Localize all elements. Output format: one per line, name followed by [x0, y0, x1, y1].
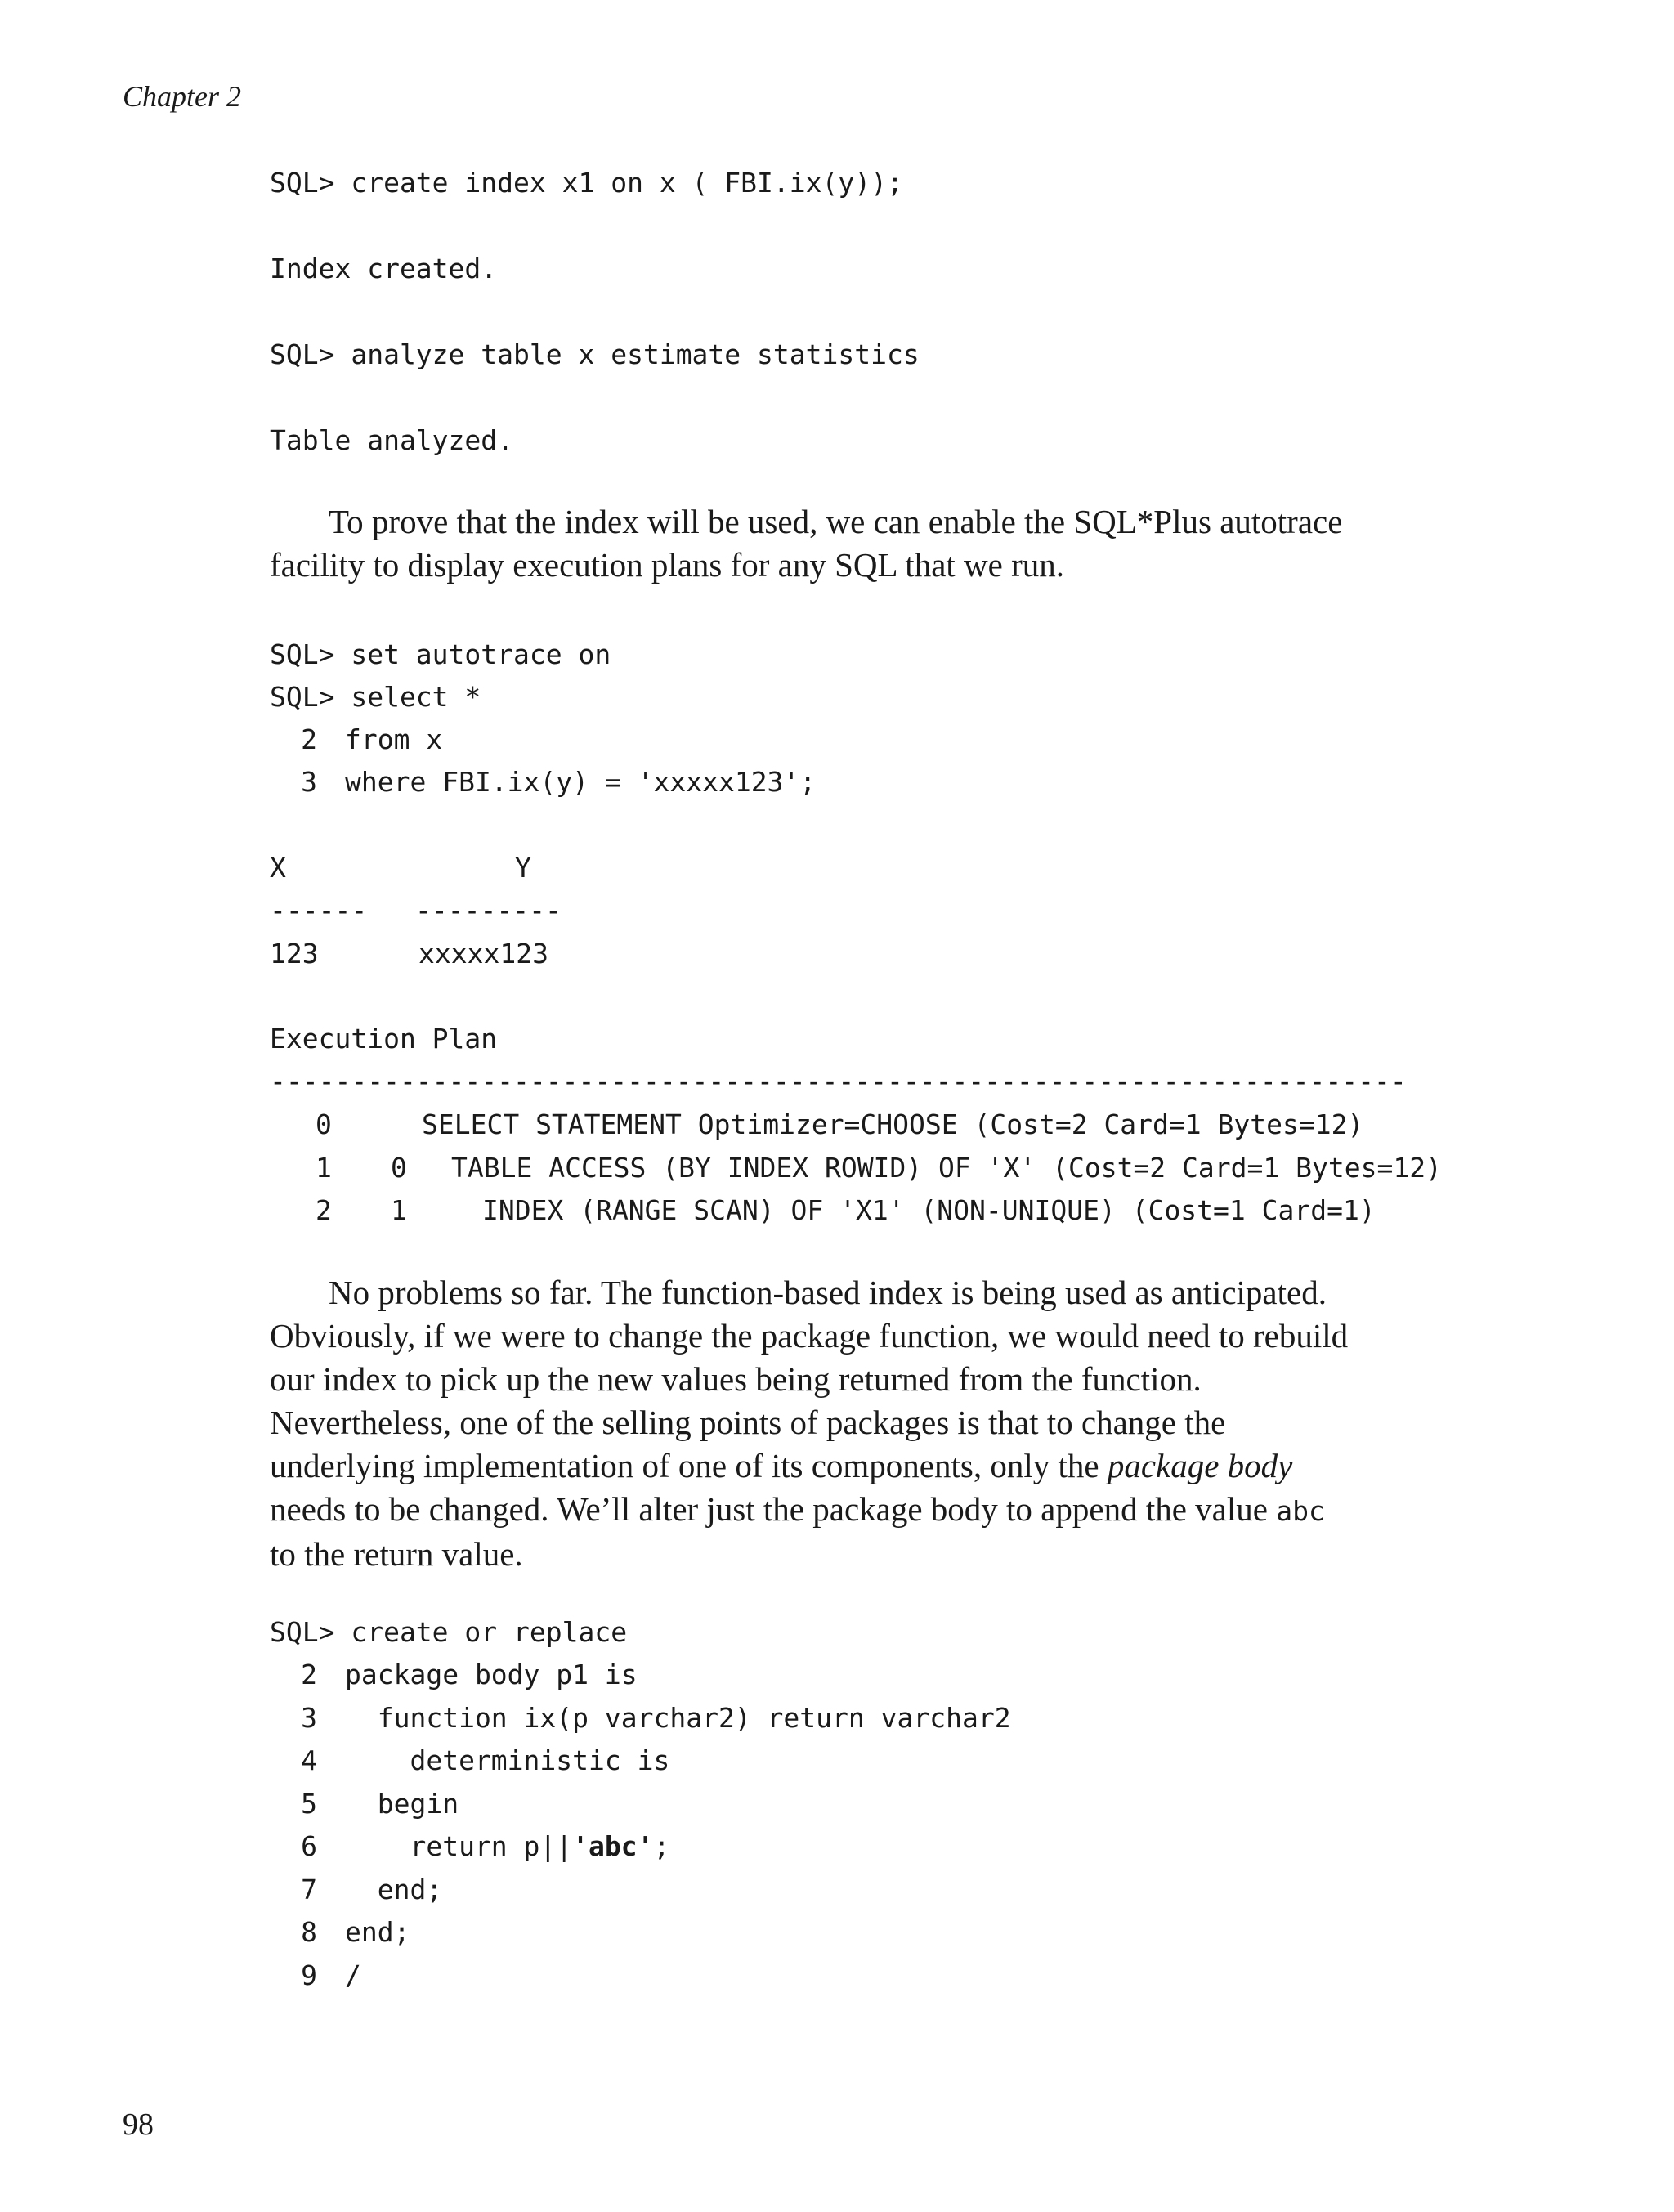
plan-step-operation: INDEX (RANGE SCAN) OF 'X1' (NON-UNIQUE) (Cost=1 Card=1)	[482, 1194, 1376, 1226]
page-number: 98	[123, 2107, 154, 2142]
line-number: 5	[301, 1788, 317, 1820]
code-line: SQL> create index x1 on x ( FBI.ix(y));	[270, 167, 903, 199]
code-text: where FBI.ix(y) = 'xxxxx123';	[345, 766, 817, 798]
plan-step-parent: 0	[391, 1152, 407, 1184]
running-head: Chapter 2	[123, 80, 242, 113]
paragraph-line: Nevertheless, one of the selling points of packages is that to change the	[270, 1404, 1226, 1441]
emphasized-term: package body	[1107, 1447, 1293, 1484]
plan-step-operation: TABLE ACCESS (BY INDEX ROWID) OF 'X' (Cost=2 Card=1 Bytes=12)	[451, 1152, 1442, 1184]
code-line	[270, 1661, 638, 1688]
code-line	[270, 1702, 1011, 1734]
line-number: 8	[301, 1916, 317, 1948]
result-column-underline: ---------	[415, 894, 562, 926]
paragraph-line: To prove that the index will be used, we can enable the SQL*Plus autotrace	[329, 503, 1343, 540]
plan-step-parent: 1	[391, 1194, 407, 1226]
code-text-bold: 'abc'	[572, 1830, 654, 1862]
line-number: 9	[301, 1959, 317, 1991]
line-number: 6	[301, 1830, 317, 1862]
code-line: SQL> select *	[270, 681, 481, 713]
result-column-header: Y	[515, 852, 531, 884]
code-text: end;	[345, 1916, 410, 1948]
code-line	[270, 766, 817, 798]
result-column-header: X	[270, 852, 286, 884]
plan-step-id: 0	[316, 1108, 332, 1140]
paragraph	[270, 500, 1398, 587]
execution-plan-title: Execution Plan	[270, 1023, 498, 1055]
code-line	[270, 1959, 361, 1991]
paragraph-line: our index to pick up the new values being returned from the function.	[270, 1360, 1202, 1398]
code-line	[270, 1876, 442, 1903]
line-number: 7	[301, 1874, 317, 1905]
paragraph-line: Obviously, if we were to change the package function, we would need to rebuild	[270, 1317, 1349, 1355]
line-number: 4	[301, 1744, 317, 1776]
code-line: SQL> set autotrace on	[270, 638, 611, 670]
code-text: from x	[345, 723, 443, 755]
code-text: deterministic is	[345, 1744, 670, 1776]
result-cell: 123	[270, 938, 319, 969]
paragraph-line: facility to display execution plans for any SQL that we run.	[270, 546, 1064, 584]
line-number: 2	[301, 1659, 317, 1690]
paragraph	[270, 1271, 1398, 1576]
code-line	[270, 1788, 459, 1820]
code-line	[270, 723, 443, 755]
code-text: package body p1 is	[345, 1659, 638, 1690]
result-cell: xxxxx123	[418, 938, 548, 969]
inline-code: abc	[1276, 1495, 1325, 1527]
paragraph-line: No problems so far. The function-based index is being used as anticipated.	[329, 1274, 1327, 1311]
plan-step-operation: SELECT STATEMENT Optimizer=CHOOSE (Cost=2 Card=1 Bytes=12)	[422, 1108, 1364, 1140]
plan-step-id: 1	[316, 1152, 332, 1184]
code-text: ;	[653, 1830, 670, 1862]
code-text: return p||	[345, 1830, 573, 1862]
execution-plan-rule: ----------------------------------------------------------------------	[270, 1065, 1407, 1097]
paragraph-text: needs to be changed. We’ll alter just the package body to append the value	[270, 1490, 1277, 1528]
line-number: 3	[301, 766, 317, 798]
code-line	[270, 1830, 670, 1862]
paragraph-text: underlying implementation of one of its components, only the	[270, 1447, 1108, 1484]
code-line: Table analyzed.	[270, 424, 514, 456]
result-column-underline: ------	[270, 894, 368, 926]
code-text: function ix(p varchar2) return varchar2	[345, 1702, 1011, 1734]
plan-step-id: 2	[316, 1194, 332, 1226]
paragraph-line: to the return value.	[270, 1535, 523, 1573]
code-text: /	[345, 1959, 361, 1991]
line-number: 3	[301, 1702, 317, 1734]
code-line: Index created.	[270, 253, 498, 284]
line-number: 2	[301, 723, 317, 755]
code-line: SQL> analyze table x estimate statistics	[270, 338, 920, 370]
code-line	[270, 1744, 670, 1776]
code-line: SQL> create or replace	[270, 1616, 628, 1648]
code-text: begin	[345, 1788, 459, 1820]
code-text: end;	[345, 1874, 443, 1905]
code-line	[270, 1916, 410, 1948]
